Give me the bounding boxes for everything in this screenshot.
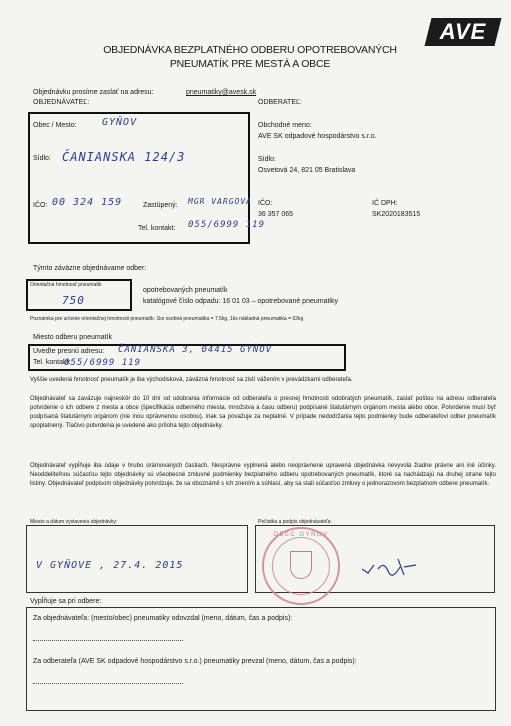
terms-p2: Objednávateľ sa zaväzuje najneskôr do 10 dní od odobrania informácie od odberateľa o presnej hmotnosti odobratých pneumatík, zaslať poštou na adresu odberateľa potvrdenie o ich odbere z mesta a obce (špecifikácia odberného miesta, množstva a času odberu) podpísané štatutárnym orgánom mesta alebo obce. Potvrdenie musí byť podpísaná štatutárnym orgánom (nie inou oprávnenou osobou), inak sa považuje za neplatné. V prípade nedodržania tejto podmienky bude odberateľovi odber pneumatík spoplatnený. Tlačivo potvrdenia je uvedené ako príloha tejto objednávky. bbox=[30, 396, 496, 429]
customer-kontakt-value[interactable]: 055/6999 119 bbox=[188, 220, 266, 230]
pickup-address-label: Uveďte presnú adresu: bbox=[33, 348, 105, 355]
pickup-section-label: Miesto odberu pneumatík bbox=[33, 334, 112, 341]
customer-sidlo-value[interactable]: ČANIANSKA 124/3 bbox=[62, 150, 186, 164]
pickup-address-value[interactable]: ČANIANSKA 3, 04415 GYŇOV bbox=[118, 345, 273, 355]
handover-signature-line1[interactable] bbox=[33, 640, 183, 641]
obchodne-meno-label: Obchodné meno: bbox=[258, 122, 312, 129]
customer-section-label: OBJEDNÁVATEĽ: bbox=[33, 99, 90, 106]
obec-value[interactable]: GYŇOV bbox=[102, 117, 138, 128]
order-desc-line2: katalógové číslo odpadu: 16 01 03 – opotrebované pneumatiky bbox=[143, 298, 338, 305]
supplier-ico-value: 36 357 065 bbox=[258, 211, 294, 218]
order-address-email[interactable]: pneumatiky@avesk.sk bbox=[186, 89, 257, 96]
zastupeny-value[interactable]: MGR VARGOVÁ bbox=[188, 197, 252, 206]
customer-ico-value[interactable]: 00 324 159 bbox=[52, 197, 123, 208]
handover-signature-line2[interactable] bbox=[33, 683, 183, 684]
place-date-value[interactable]: V GYŇOVE , 27.4. 2015 bbox=[36, 560, 184, 571]
footer-section-label: Vypĺňuje sa pri odbere: bbox=[30, 598, 102, 605]
official-stamp bbox=[262, 527, 340, 605]
customer-sidlo-label: Sídlo: bbox=[33, 155, 51, 162]
stamp-text: OBEC GYŇOV bbox=[273, 532, 329, 538]
logo bbox=[425, 18, 502, 46]
order-desc-line1: opotrebovaných pneumatík bbox=[143, 287, 228, 294]
supplier-ico-label: IČO: bbox=[258, 200, 273, 207]
handover-line2: Za odberateľa (AVE SK odpadové hospodárstvo s.r.o.) pneumatiky prevzal (meno, dátum, čas a podpis): bbox=[33, 658, 357, 665]
terms-p1: Vyššie uvedená hmotnosť pneumatík je iba východisková, záväzná hmotnosť sa zistí vážením v prevádzkarni odberateľa. bbox=[30, 377, 353, 383]
place-date-box bbox=[26, 525, 248, 593]
supplier-icdph-value: SK2020183515 bbox=[372, 211, 421, 218]
pickup-kontakt-label: Tel. kontakt: bbox=[33, 359, 71, 366]
terms-p3: Objednávateľ vypĺňuje iba údaje v hrubo orámovaných častiach. Nesprávne vyplnená alebo neoprávnene upravená objednávka nevyvolá žiadne právne ani iné účinky. Neoddeliteľnou súčasťou tejto objednávky sú všeobecné zmluvné podmienky bezplatného odberu opotrebovaných pneumatík, ktoré sa nachádzajú na druhej strane tejto listiny. Objednávateľ podpisom objednávky potvrdzuje, že sa oboznámil s ich znením a súhlasí, aby sa stali súčasťou zmluvy o jednorazovom bezplatnom odbere pneumatík. bbox=[30, 463, 496, 487]
handover-line1: Za objednávateľa: (mesto/obec) pneumatiky odovzdal (meno, dátum, čas a podpis): bbox=[33, 615, 293, 622]
supplier-sidlo-label: Sídlo: bbox=[258, 156, 276, 163]
stamp-label: Pečiatka a podpis objednávateľa: bbox=[258, 519, 332, 525]
supplier-sidlo-value: Osvetová 24, 821 05 Bratislava bbox=[258, 167, 356, 174]
customer-kontakt-label: Tel. kontakt: bbox=[138, 225, 176, 232]
page-title-line1: OBJEDNÁVKA BEZPLATNÉHO ODBERU OPOTREBOVANÝCH bbox=[103, 44, 397, 56]
weight-note: Poznámka pre určenie orientačnej hmotnosti pneumatík: 1ks osobná pneumatika = 7,5kg, 1ks nákladná pneumatika = 62kg bbox=[30, 316, 304, 322]
supplier-icdph-label: IČ DPH: bbox=[372, 200, 398, 207]
pickup-kontakt-value[interactable]: 055/6999 119 bbox=[64, 358, 142, 368]
zastupeny-label: Zastúpený: bbox=[143, 202, 178, 209]
place-date-label: Miesto a dátum vystavenia objednávky: bbox=[30, 519, 118, 525]
customer-ico-label: IČO: bbox=[33, 202, 48, 209]
logo-text: AVE bbox=[439, 19, 487, 44]
coat-of-arms-icon bbox=[290, 551, 312, 579]
obchodne-meno-value: AVE SK odpadové hospodárstvo s.r.o. bbox=[258, 133, 377, 140]
weight-value[interactable]: 750 bbox=[62, 294, 85, 307]
order-intro: Týmto záväzne objednávame odber: bbox=[33, 265, 147, 272]
supplier-section-label: ODBERATEĽ: bbox=[258, 99, 302, 106]
page-title-line2: PNEUMATÍK PRE MESTÁ A OBCE bbox=[169, 58, 331, 70]
obec-label: Obec / Mesto: bbox=[33, 122, 77, 129]
signature-scribble bbox=[360, 555, 420, 579]
weight-label: Orientačná hmotnosť pneumatík bbox=[30, 282, 102, 288]
order-address-label: Objednávku prosíme zaslať na adresu: bbox=[33, 89, 154, 96]
